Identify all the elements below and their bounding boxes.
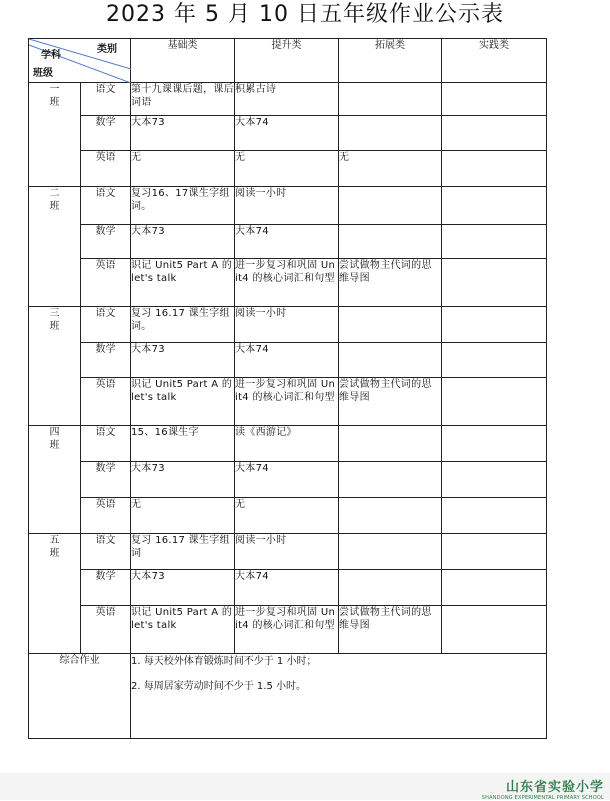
table-row xyxy=(29,570,547,606)
homework-cell: 大本74 xyxy=(235,570,339,606)
homework-cell: 大本74 xyxy=(235,462,339,498)
col-header-practice: 实践类 xyxy=(442,39,547,83)
homework-cell: 大本73 xyxy=(131,225,235,259)
homework-cell xyxy=(442,259,547,307)
subject-label: 英语 xyxy=(81,498,131,534)
homework-cell: 阅读一小时 xyxy=(235,187,339,225)
homework-cell xyxy=(442,426,547,462)
corner-label-subject: 学科 xyxy=(41,50,61,61)
homework-cell xyxy=(442,83,547,116)
homework-cell: 大本73 xyxy=(131,570,235,606)
homework-cell: 大本74 xyxy=(235,343,339,378)
subject-label: 英语 xyxy=(81,606,131,654)
subject-label: 英语 xyxy=(81,259,131,307)
class-label: 三 班 xyxy=(29,307,81,426)
subject-label: 数学 xyxy=(81,116,131,151)
homework-cell: 大本73 xyxy=(131,343,235,378)
homework-cell xyxy=(442,462,547,498)
school-logo xyxy=(482,776,604,801)
table-row xyxy=(29,534,547,570)
comprehensive-label: 综合作业 xyxy=(29,654,131,739)
subject-label: 英语 xyxy=(81,151,131,187)
corner-label-category: 类别 xyxy=(97,44,117,55)
comprehensive-item: 2. 每周居家劳动时间不少于 1.5 小时。 xyxy=(131,681,306,692)
homework-cell xyxy=(339,534,442,570)
homework-cell: 复习 16.17 课生字组词 xyxy=(131,534,235,570)
homework-cell xyxy=(339,116,442,151)
comprehensive-item: 1. 每天校外体育锻炼时间不少于 1 小时； xyxy=(131,656,317,667)
table-row xyxy=(29,343,547,378)
subject-label: 语文 xyxy=(81,534,131,570)
comprehensive-content xyxy=(131,654,547,739)
table-row xyxy=(29,426,547,462)
homework-cell: 大本74 xyxy=(235,116,339,151)
homework-cell: 无 xyxy=(235,498,339,534)
table-row xyxy=(29,378,547,426)
header-row xyxy=(29,39,547,83)
homework-cell: 无 xyxy=(131,498,235,534)
page-title: 2023 年 5 月 10 日五年级作业公示表 xyxy=(106,2,504,27)
homework-cell xyxy=(339,343,442,378)
homework-cell xyxy=(339,426,442,462)
homework-cell xyxy=(442,151,547,187)
homework-cell xyxy=(442,225,547,259)
col-header-advanced: 提升类 xyxy=(235,39,339,83)
homework-cell xyxy=(442,606,547,654)
subject-label: 数学 xyxy=(81,570,131,606)
homework-cell xyxy=(442,570,547,606)
table-row xyxy=(29,116,547,151)
homework-cell: 大本74 xyxy=(235,225,339,259)
homework-cell xyxy=(339,225,442,259)
subject-label: 语文 xyxy=(81,187,131,225)
homework-cell: 尝试做物主代词的思维导图 xyxy=(339,378,442,426)
homework-cell: 复习 16.17 课生字组词。 xyxy=(131,307,235,343)
table-row xyxy=(29,307,547,343)
table-row xyxy=(29,498,547,534)
table-row xyxy=(29,83,547,116)
homework-cell xyxy=(442,307,547,343)
homework-cell xyxy=(339,187,442,225)
class-label: 五 班 xyxy=(29,534,81,654)
homework-cell: 识记 Unit5 Part A 的 let's talk xyxy=(131,259,235,307)
subject-label: 数学 xyxy=(81,343,131,378)
table-row xyxy=(29,225,547,259)
class-label: 四 班 xyxy=(29,426,81,534)
homework-table xyxy=(28,38,547,739)
homework-cell xyxy=(442,187,547,225)
homework-cell: 尝试做物主代词的思维导图 xyxy=(339,606,442,654)
homework-cell: 识记 Unit5 Part A 的 let's talk xyxy=(131,606,235,654)
subject-label: 英语 xyxy=(81,378,131,426)
logo-subtext: SHANDONG EXPERIMENTAL PRIMARY SCHOOL xyxy=(481,795,604,801)
homework-cell: 进一步复习和巩固 Unit4 的核心词汇和句型 xyxy=(235,606,339,654)
homework-cell: 大本73 xyxy=(131,462,235,498)
col-header-basic: 基础类 xyxy=(131,39,235,83)
diagonal-header xyxy=(29,39,131,83)
table-row xyxy=(29,606,547,654)
homework-cell xyxy=(339,462,442,498)
subject-label: 数学 xyxy=(81,225,131,259)
subject-label: 语文 xyxy=(81,83,131,116)
homework-cell: 复习16、17课生字组词。 xyxy=(131,187,235,225)
table-row xyxy=(29,187,547,225)
homework-cell: 15、16课生字 xyxy=(131,426,235,462)
homework-cell: 大本73 xyxy=(131,116,235,151)
table-row xyxy=(29,259,547,307)
homework-cell: 无 xyxy=(235,151,339,187)
homework-cell: 尝试做物主代词的思维导图 xyxy=(339,259,442,307)
class-label: 二 班 xyxy=(29,187,81,307)
subject-label: 数学 xyxy=(81,462,131,498)
col-header-extended: 拓展类 xyxy=(339,39,442,83)
homework-cell: 阅读一小时 xyxy=(235,534,339,570)
homework-cell: 第十九课课后题，课后词语 xyxy=(131,83,235,116)
homework-cell xyxy=(442,498,547,534)
table-row xyxy=(29,462,547,498)
class-label: 一 班 xyxy=(29,83,81,187)
comprehensive-row xyxy=(29,654,547,739)
homework-cell: 积累古诗 xyxy=(235,83,339,116)
homework-cell xyxy=(339,83,442,116)
homework-cell xyxy=(339,498,442,534)
table-row xyxy=(29,151,547,187)
corner-label-class: 班级 xyxy=(33,68,53,79)
homework-cell xyxy=(339,570,442,606)
subject-label: 语文 xyxy=(81,426,131,462)
homework-cell: 阅读一小时 xyxy=(235,307,339,343)
homework-cell: 读《西游记》 xyxy=(235,426,339,462)
subject-label: 语文 xyxy=(81,307,131,343)
homework-cell xyxy=(442,343,547,378)
homework-cell: 进一步复习和巩固 Unit4 的核心词汇和句型 xyxy=(235,259,339,307)
homework-cell xyxy=(339,307,442,343)
homework-cell xyxy=(442,534,547,570)
homework-cell: 无 xyxy=(131,151,235,187)
logo-text: 山东省实验小学 xyxy=(505,780,604,795)
homework-cell: 识记 Unit5 Part A 的 let's talk xyxy=(131,378,235,426)
homework-cell xyxy=(442,378,547,426)
homework-cell: 进一步复习和巩固 Unit4 的核心词汇和句型 xyxy=(235,378,339,426)
homework-cell: 无 xyxy=(339,151,442,187)
homework-cell xyxy=(442,116,547,151)
